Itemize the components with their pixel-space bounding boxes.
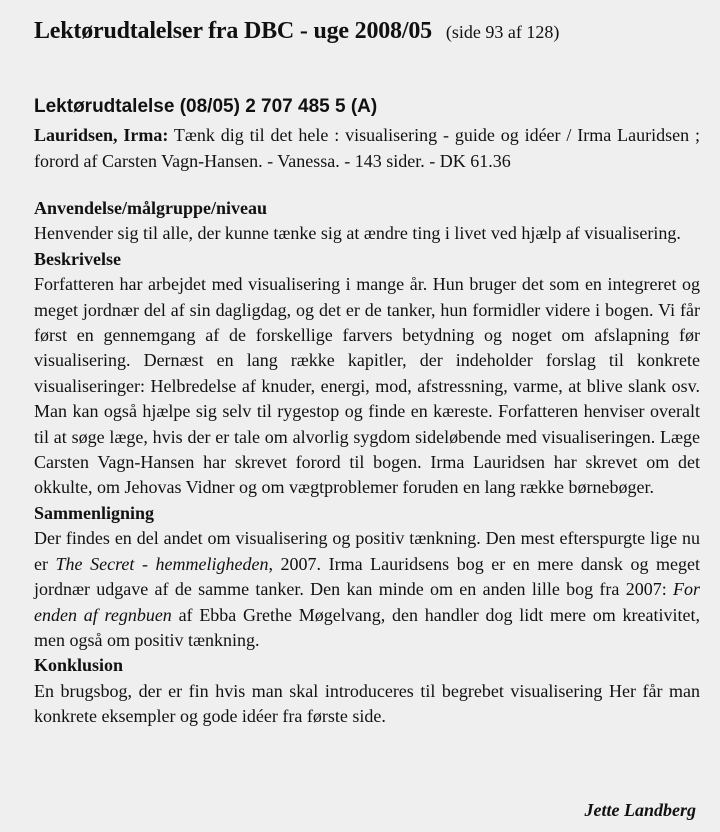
section-heading: Konklusion xyxy=(34,655,124,676)
review-identifier: Lektørudtalelse (08/05) 2 707 485 5 (A) xyxy=(34,96,378,117)
section-conclusion xyxy=(34,653,700,729)
section-audience xyxy=(34,196,700,247)
section-heading: Anvendelse/målgruppe/niveau xyxy=(34,198,268,218)
book-title-the-secret: The Secret - hemmeligheden xyxy=(55,553,269,574)
page-reference: (side 93 af 128) xyxy=(445,22,560,42)
section-text xyxy=(34,526,700,653)
section-heading: Beskrivelse xyxy=(34,248,121,269)
text-run: , 2007. Irma Lauridsens bog er en mere dansk og meget jordnær udgave af de samme tanker. Den kan minde om en anden lille bog fra 2007: xyxy=(34,553,700,600)
document-title: Lektørudtalelser fra DBC - uge 2008/05 xyxy=(34,18,432,44)
section-text: Henvender sig til alle, der kunne tænke sig at ændre ting i livet ved hjælp af visualisering. xyxy=(34,223,681,244)
section-description xyxy=(34,247,700,501)
text-run: af Ebba Grethe Møgelvang, den handler dog lidt mere om kreativitet, men også om positiv tænkning. xyxy=(34,604,700,650)
bibliographic-citation xyxy=(34,122,700,174)
citation-author: Lauridsen, Irma: xyxy=(34,125,169,145)
text-run: Der findes en del andet om visualisering og positiv tænkning. Den mest efterspurgte lige nu er xyxy=(34,528,700,574)
review-body xyxy=(34,196,700,730)
section-text: Forfatteren har arbejdet med visualisering i mange år. Hun bruger det som en integreret og meget jordnær del af sin dagligdag, og det er de tanker, hun formidler videre i bogen. Vi får først en gennemgang af de forskellige farvers betydning og noget om afslapning før visualisering. Dernæst en lang række kapitler, der indeholder forslag til konkrete visualiseringer: Helbredelse af knuder, energi, mod, afstressning, varme, at blive slank osv. Man kan også hjælpe sig selv til rygestop og finde en kæreste. Forfatteren henviser overalt til at søge læge, hvis der er tale om alvorlig sygdom sideløbende med visualiseringen. Læge Carsten Vagn-Hansen har skrevet forord til bogen. Irma Lauridsen har skrevet om det okkulte, om Jehovas Vidner og om vægtproblemer foruden en lang række børnebøger. xyxy=(34,274,700,498)
document-header xyxy=(34,18,559,45)
book-title-regnbuen: For enden af regnbuen xyxy=(34,579,700,625)
section-heading: Sammenligning xyxy=(34,502,155,523)
citation-details: Tænk dig til det hele : visualisering - guide og idéer / Irma Lauridsen ; forord af Carsten Vagn-Hansen. - Vanessa. - 143 sider. - DK 61.36 xyxy=(34,125,700,171)
section-text: En brugsbog, der er fin hvis man skal introduceres til begrebet visualisering Her får man konkrete eksempler og gode idéer fra første side. xyxy=(34,680,700,727)
section-comparison xyxy=(34,501,700,653)
reviewer-signature: Jette Landberg xyxy=(584,800,696,820)
